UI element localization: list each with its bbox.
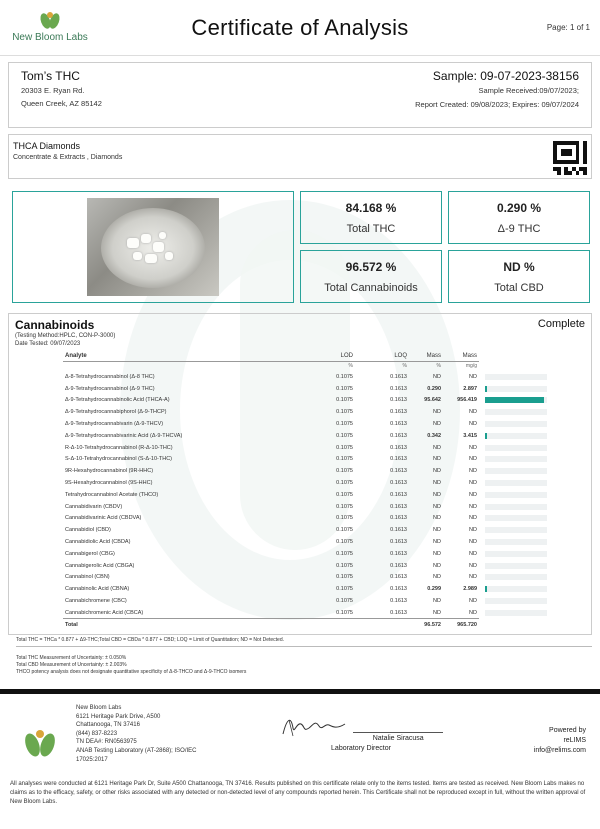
mass-bar-cell [479, 371, 553, 383]
mass-mg-cell: 2.989 [463, 586, 477, 593]
mass-mg-cell: ND [469, 550, 477, 557]
mass-bar-track [485, 468, 547, 474]
cannabinoids-panel [8, 313, 592, 635]
new-bloom-logo-icon [39, 12, 61, 30]
lab-dea: TN DEA#: RN0563975 [76, 739, 137, 746]
table-row [63, 489, 553, 501]
powered-email[interactable]: info@relims.com [533, 747, 586, 754]
mass-bar-track [485, 504, 547, 510]
note-formula: Total THC = THCa * 0.877 + Δ9-THC;Total CBD = CBDa * 0.877 + CBD; LOQ = Limit of Quantitation; ND = Not Detected. [16, 637, 592, 647]
stat-total-cbd-label: Total CBD [494, 281, 544, 294]
mass-pct-cell: ND [433, 421, 441, 428]
analyte-cell: Δ-8-Tetrahydrocannabinol (Δ-8 THC) [65, 373, 155, 380]
sample-photo-frame [12, 191, 294, 303]
loq-cell: 0.1613 [390, 550, 407, 557]
note-unc-thc: Total THC Measurement of Uncertainty: ± 0.050% [16, 655, 127, 661]
mass-bar-track [485, 433, 547, 439]
mass-pct-cell: 0.299 [427, 586, 441, 593]
mass-bar-track [485, 586, 547, 592]
loq-cell: 0.1613 [390, 539, 407, 546]
mass-bar-track [485, 397, 547, 403]
client-name: Tom’s THC [21, 69, 80, 83]
loq-cell: 0.1613 [390, 503, 407, 510]
mass-mg-cell: ND [469, 609, 477, 616]
lod-cell: 0.1075 [336, 539, 353, 546]
page-number: Page: 1 of 1 [546, 23, 590, 32]
cannabinoids-status: Complete [537, 318, 585, 330]
loq-cell: 0.1613 [390, 562, 407, 569]
footer-divider [0, 689, 600, 694]
table-header-row [63, 352, 553, 361]
mass-bar-track [485, 515, 547, 521]
crystal [145, 254, 157, 263]
mass-mg-cell: ND [469, 373, 477, 380]
table-units-row [63, 361, 553, 371]
mass-pct-cell: ND [433, 598, 441, 605]
lod-cell: 0.1075 [336, 550, 353, 557]
lod-cell: 0.1075 [336, 432, 353, 439]
product-category: Concentrate & Extracts , Diamonds [13, 154, 123, 161]
table-row [63, 442, 553, 454]
total-mass-pct: 96.572 [409, 619, 443, 631]
qr-code-icon[interactable] [553, 141, 587, 175]
loq-cell: 0.1613 [390, 444, 407, 451]
analyte-cell: Δ-9-Tetrahydrocannabiphorol (Δ-9-THCP) [65, 409, 167, 416]
loq-cell: 0.1613 [390, 421, 407, 428]
mass-bar-cell [479, 383, 553, 395]
crystal [133, 252, 142, 260]
lod-cell: 0.1075 [336, 598, 353, 605]
col-analyte: Analyte [63, 352, 299, 361]
analyte-cell: Cannabidivarinic Acid (CBDVA) [65, 515, 142, 522]
stat-total-cannabinoids [300, 250, 442, 303]
mass-bar-track [485, 445, 547, 451]
notes [16, 637, 592, 676]
signature-block [226, 704, 496, 752]
cannabinoids-table [63, 352, 553, 631]
mass-pct-cell: ND [433, 373, 441, 380]
testing-method: (Testing Method:HPLC, CON-P-3000) [15, 333, 116, 339]
lod-cell: 0.1075 [336, 503, 353, 510]
cannabinoids-title: Cannabinoids [15, 318, 95, 332]
loq-cell: 0.1613 [390, 574, 407, 581]
loq-cell: 0.1613 [390, 527, 407, 534]
lod-cell: 0.1075 [336, 574, 353, 581]
analyte-cell: 9R-Hexahydrocannabinol (9R-HHC) [65, 468, 154, 475]
stat-total-cannabinoids-value: 96.572 % [345, 259, 397, 274]
mass-pct-cell: ND [433, 468, 441, 475]
mass-bar-cell [479, 524, 553, 536]
unit-lod: % [348, 363, 353, 370]
lod-cell: 0.1075 [336, 456, 353, 463]
col-bar [479, 352, 553, 361]
table-row [63, 406, 553, 418]
mass-bar-fill [485, 433, 487, 439]
stat-total-thc [300, 191, 442, 244]
table-row [63, 513, 553, 525]
report-dates: Report Created: 09/08/2023; Expires: 09/07/2024 [415, 100, 579, 109]
total-label: Total [63, 619, 299, 631]
powered-label: Powered by [549, 727, 586, 734]
lod-cell: 0.1075 [336, 409, 353, 416]
mass-bar-track [485, 480, 547, 486]
stat-total-thc-label: Total THC [346, 222, 396, 235]
loq-cell: 0.1613 [390, 515, 407, 522]
lab-accreditation: ANAB Testing Laboratory (AT-2868); ISO/IEC [76, 747, 197, 754]
product-name: THCA Diamonds [13, 141, 81, 151]
mass-bar-cell [479, 442, 553, 454]
analyte-cell: S-Δ-10-Tetrahydrocannabinol (S-Δ-10-THC) [65, 456, 172, 463]
mass-bar-cell [479, 465, 553, 477]
sample-received: Sample Received:09/07/2023; [478, 86, 579, 95]
mass-mg-cell: ND [469, 503, 477, 510]
lod-cell: 0.1075 [336, 468, 353, 475]
mass-mg-cell: ND [469, 491, 477, 498]
client-address-line1: 20303 E. Ryan Rd. [21, 86, 85, 95]
loq-cell: 0.1613 [390, 385, 407, 392]
mass-mg-cell: ND [469, 444, 477, 451]
table-row [63, 430, 553, 442]
table-row [63, 383, 553, 395]
table-row [63, 418, 553, 430]
mass-bar-cell [479, 572, 553, 584]
loq-cell: 0.1613 [390, 456, 407, 463]
powered-name: reLIMS [563, 737, 586, 744]
mass-pct-cell: ND [433, 527, 441, 534]
mass-bar-track [485, 610, 547, 616]
mass-bar-track [485, 421, 547, 427]
analyte-cell: Δ-9-Tetrahydrocannabinol (Δ-9 THC) [65, 385, 155, 392]
mass-mg-cell: ND [469, 598, 477, 605]
analyte-cell: Cannabinolic Acid (CBNA) [65, 586, 130, 593]
loq-cell: 0.1613 [390, 468, 407, 475]
stat-total-cbd [448, 250, 590, 303]
unit-loq: % [402, 363, 407, 370]
crystal [127, 238, 139, 248]
table-row [63, 560, 553, 572]
total-lod [299, 619, 355, 631]
lod-cell: 0.1075 [336, 373, 353, 380]
mass-bar-cell [479, 454, 553, 466]
analyte-cell: Δ-9-Tetrahydrocannabivarinic Acid (Δ-9-THCVA) [65, 432, 183, 439]
mass-bar-track [485, 409, 547, 415]
mass-mg-cell: ND [469, 515, 477, 522]
lod-cell: 0.1075 [336, 491, 353, 498]
mass-bar-cell [479, 536, 553, 548]
lab-info [76, 704, 226, 764]
mass-bar-fill [485, 386, 487, 392]
mass-bar-track [485, 492, 547, 498]
stat-total-thc-value: 84.168 % [345, 200, 397, 215]
mass-pct-cell: ND [433, 409, 441, 416]
mass-mg-cell: ND [469, 527, 477, 534]
mass-bar-cell [479, 477, 553, 489]
lod-cell: 0.1075 [336, 397, 353, 404]
mass-bar-track [485, 456, 547, 462]
header-logo [10, 12, 90, 43]
loq-cell: 0.1613 [390, 586, 407, 593]
loq-cell: 0.1613 [390, 373, 407, 380]
mass-pct-cell: ND [433, 574, 441, 581]
mass-bar-cell [479, 489, 553, 501]
mass-bar-cell [479, 501, 553, 513]
signer-name: Natalie Siracusa [353, 732, 443, 742]
lab-address1: 6121 Heritage Park Drive, A500 [76, 713, 161, 720]
analyte-cell: R-Δ-10-Tetrahydrocannabinol (R-Δ-10-THC) [65, 444, 173, 451]
footer [0, 700, 600, 776]
summary-panel [12, 191, 590, 303]
mass-pct-cell: ND [433, 562, 441, 569]
mass-bar-track [485, 374, 547, 380]
table-row [63, 477, 553, 489]
lab-name: New Bloom Labs [76, 705, 122, 711]
lod-cell: 0.1075 [336, 480, 353, 487]
stat-total-cannabinoids-label: Total Cannabinoids [324, 281, 418, 294]
mass-pct-cell: ND [433, 515, 441, 522]
mass-pct-cell: ND [433, 456, 441, 463]
analyte-cell: Δ-9-Tetrahydrocannabivarin (Δ-9-THCV) [65, 421, 164, 428]
mass-bar-track [485, 574, 547, 580]
powered-by [496, 704, 586, 756]
stat-total-cbd-value: ND % [503, 259, 535, 274]
mass-pct-cell: ND [433, 550, 441, 557]
analyte-cell: Tetrahydrocannabinol Acetate (THCO) [65, 491, 159, 498]
header [0, 0, 600, 56]
mass-bar-cell [479, 607, 553, 619]
sample-id: Sample: 09-07-2023-38156 [432, 69, 579, 83]
loq-cell: 0.1613 [390, 432, 407, 439]
analyte-cell: Cannabichromenic Acid (CBCA) [65, 609, 144, 616]
mass-bar-cell [479, 583, 553, 595]
analyte-cell: Cannabidiolic Acid (CBDA) [65, 539, 131, 546]
table-row [63, 607, 553, 619]
footer-logo [14, 718, 66, 770]
mass-bar-cell [479, 548, 553, 560]
date-tested: Date Tested: 09/07/2023 [15, 341, 81, 347]
table-row [63, 548, 553, 560]
stat-grid [300, 191, 590, 303]
lab-address2: Chattanooga, TN 37416 [76, 722, 140, 729]
analyte-cell: Cannabichromene (CBC) [65, 598, 127, 605]
header-lab-name: New Bloom Labs [12, 32, 88, 43]
col-loq: LOQ [355, 352, 409, 361]
loq-cell: 0.1613 [390, 397, 407, 404]
mass-bar-cell [479, 595, 553, 607]
mass-bar-cell [479, 513, 553, 525]
crystal [141, 234, 151, 243]
lod-cell: 0.1075 [336, 385, 353, 392]
table-row [63, 595, 553, 607]
stat-d9-thc-value: 0.290 % [496, 200, 542, 215]
mass-mg-cell: 2.897 [463, 385, 477, 392]
total-loq [355, 619, 409, 631]
mass-pct-cell: 95.642 [424, 397, 441, 404]
mass-mg-cell: 3.415 [463, 432, 477, 439]
mass-mg-cell: ND [469, 456, 477, 463]
lod-cell: 0.1075 [336, 586, 353, 593]
sample-photo[interactable] [87, 198, 219, 296]
lod-cell: 0.1075 [336, 421, 353, 428]
lab-phone: (844) 837-8223 [76, 730, 118, 737]
mass-mg-cell: ND [469, 574, 477, 581]
mass-pct-cell: ND [433, 503, 441, 510]
lod-cell: 0.1075 [336, 609, 353, 616]
mass-mg-cell: ND [469, 409, 477, 416]
product-panel [8, 134, 592, 179]
table-row [63, 583, 553, 595]
analyte-cell: Cannabigerolic Acid (CBGA) [65, 562, 135, 569]
table-row [63, 395, 553, 407]
loq-cell: 0.1613 [390, 598, 407, 605]
stat-d9-thc [448, 191, 590, 244]
signer-title: Laboratory Director [331, 745, 391, 752]
mass-bar-cell [479, 430, 553, 442]
analyte-cell: Cannabidiol (CBD) [65, 527, 111, 534]
crystal [165, 252, 173, 260]
mass-pct-cell: ND [433, 609, 441, 616]
col-lod: LOD [299, 352, 355, 361]
mass-mg-cell: ND [469, 480, 477, 487]
table-row [63, 501, 553, 513]
lod-cell: 0.1075 [336, 515, 353, 522]
mass-bar-track [485, 598, 547, 604]
table-row [63, 536, 553, 548]
table-row [63, 524, 553, 536]
analyte-cell: 9S-Hexahydrocannabinol (9S-HHC) [65, 480, 153, 487]
loq-cell: 0.1613 [390, 491, 407, 498]
mass-pct-cell: 0.342 [427, 432, 441, 439]
mass-mg-cell: ND [469, 421, 477, 428]
mass-bar-cell [479, 560, 553, 572]
mass-mg-cell: ND [469, 539, 477, 546]
page-title: Certificate of Analysis [191, 14, 409, 40]
mass-bar-track [485, 539, 547, 545]
mass-mg-cell: 956.419 [457, 397, 477, 404]
crystal [159, 232, 166, 239]
signature-icon [279, 714, 349, 740]
unit-mass-mg: mg/g [465, 363, 477, 370]
table-row [63, 371, 553, 383]
mass-bar-fill [485, 586, 487, 592]
note-unc-cbd: Total CBD Measurement of Uncertainty: ± 2.003% [16, 662, 127, 668]
analyte-cell: Δ-9-Tetrahydrocannabinolic Acid (THCA-A) [65, 397, 170, 404]
analyte-cell: Cannabigerol (CBG) [65, 550, 115, 557]
mass-bar-track [485, 563, 547, 569]
new-bloom-logo-icon [24, 730, 56, 758]
loq-cell: 0.1613 [390, 480, 407, 487]
mass-bar-cell [479, 406, 553, 418]
mass-pct-cell: 0.290 [427, 385, 441, 392]
client-panel [8, 62, 592, 128]
lab-accreditation2: 17025:2017 [76, 756, 108, 763]
mass-bar-cell [479, 395, 553, 407]
mass-bar-track [485, 551, 547, 557]
mass-mg-cell: ND [469, 562, 477, 569]
table-total-row [63, 619, 553, 631]
mass-pct-cell: ND [433, 480, 441, 487]
unit-mass-pct: % [436, 363, 441, 370]
mass-pct-cell: ND [433, 444, 441, 451]
mass-mg-cell: ND [469, 468, 477, 475]
table-row [63, 454, 553, 466]
col-mass-mg: Mass [443, 352, 479, 361]
table-row [63, 572, 553, 584]
note-thco: THCO potency analysis does not designate quantitative specificity of Δ-8-THCO and Δ-9-THCO isomers [16, 669, 247, 675]
total-mass-mg: 965.720 [443, 619, 479, 631]
mass-bar-fill [485, 397, 544, 403]
stat-d9-thc-label: Δ-9 THC [497, 222, 541, 235]
mass-bar-track [485, 527, 547, 533]
table-row [63, 465, 553, 477]
analyte-cell: Cannabinol (CBN) [65, 574, 110, 581]
mass-bar-cell [479, 418, 553, 430]
mass-pct-cell: ND [433, 491, 441, 498]
disclaimer: All analyses were conducted at 6121 Heritage Park Dr, Suite A500 Chattanooga, TN 37416. Results published on this certificate relate only to the items tested. Items are tested as received. New Bloom Labs makes no claims as to the efficacy, safety, or other risks associated with any detected or non-detected level of any compounds reported herein. This Certificate shall not be reproduced except in full, without the written approval of New Bloom Labs. [10, 781, 586, 805]
crystal [153, 242, 164, 252]
lod-cell: 0.1075 [336, 527, 353, 534]
lod-cell: 0.1075 [336, 444, 353, 451]
lod-cell: 0.1075 [336, 562, 353, 569]
mass-pct-cell: ND [433, 539, 441, 546]
loq-cell: 0.1613 [390, 609, 407, 616]
col-mass-pct: Mass [409, 352, 443, 361]
client-address-line2: Queen Creek, AZ 85142 [21, 99, 102, 108]
mass-bar-track [485, 386, 547, 392]
analyte-cell: Cannabidivarin (CBDV) [65, 503, 123, 510]
loq-cell: 0.1613 [390, 409, 407, 416]
